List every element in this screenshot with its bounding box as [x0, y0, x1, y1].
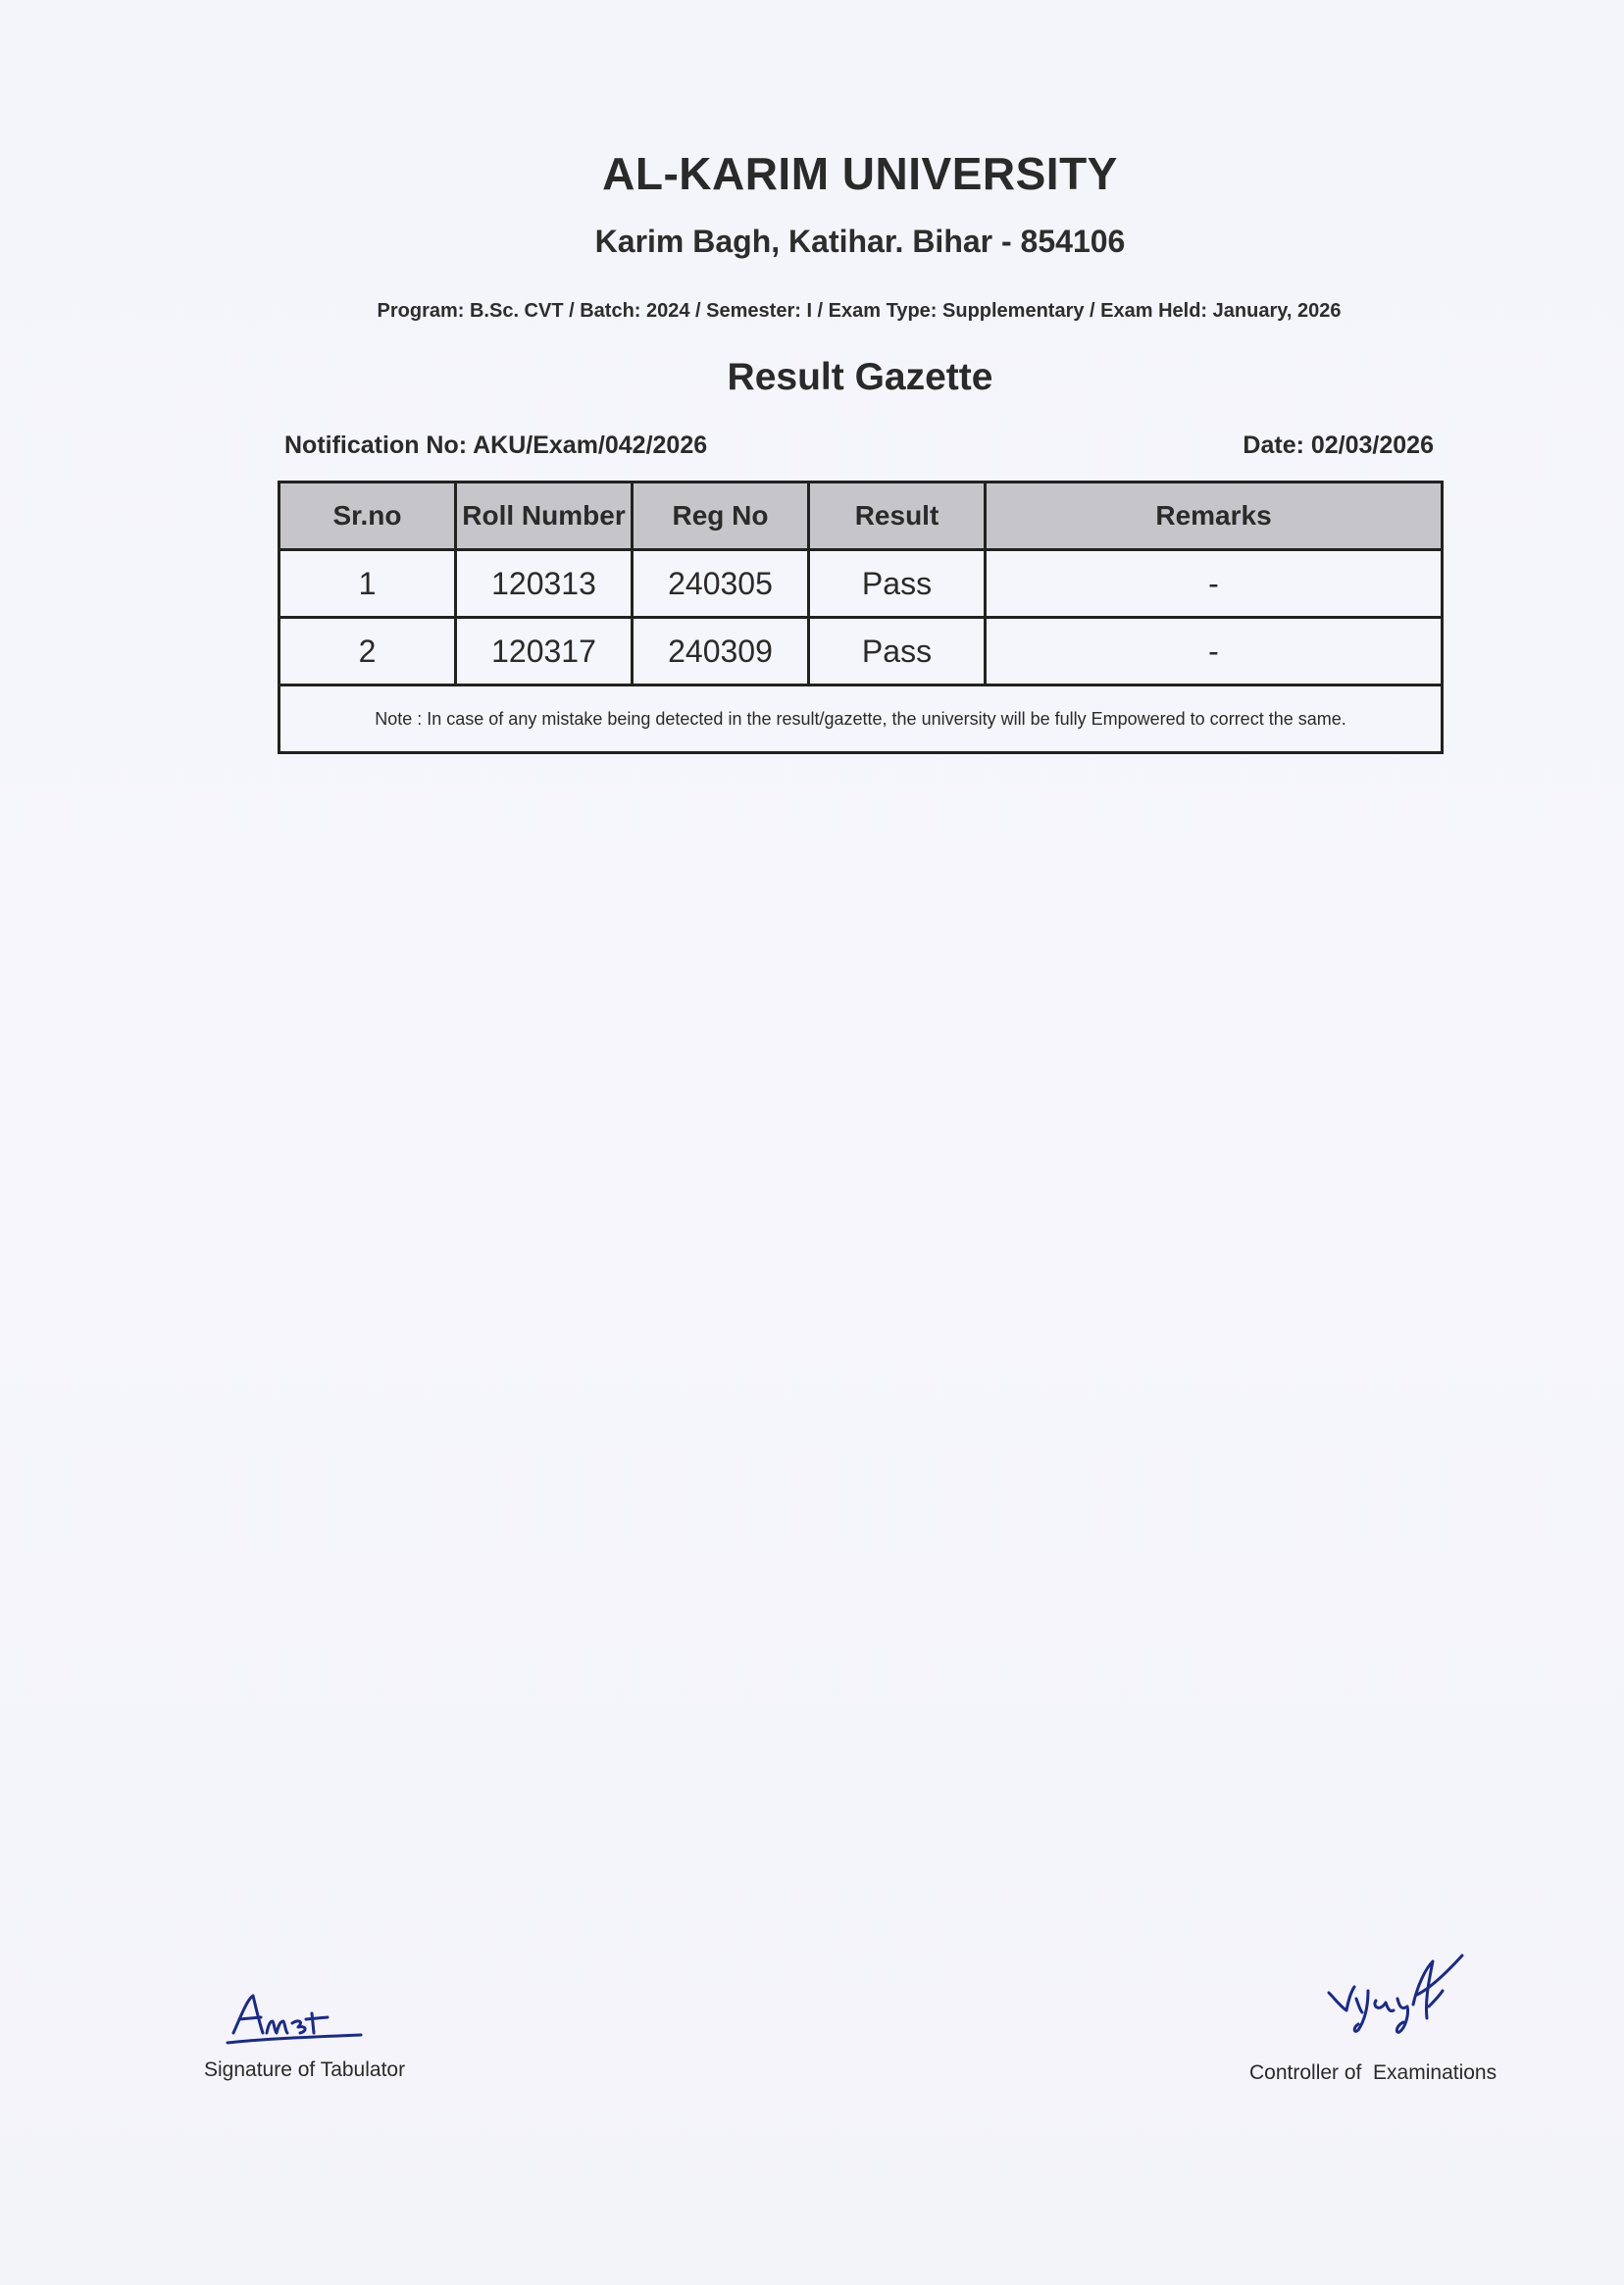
gazette-note: Note : In case of any mistake being detected in the result/gazette, the university will be fully Empowered to correct the same.	[279, 686, 1443, 753]
column-header-result: Result	[809, 482, 986, 550]
tabulator-signature-scribble	[224, 1986, 371, 2056]
cell-result: Pass	[809, 618, 986, 686]
cell-remarks: -	[986, 618, 1443, 686]
tabulator-signature	[204, 1986, 439, 2056]
column-header-remarks: Remarks	[986, 482, 1443, 550]
notification-number: Notification No: AKU/Exam/042/2026	[284, 432, 708, 459]
cell-srno: 2	[279, 618, 456, 686]
cell-roll-number: 120313	[456, 550, 633, 618]
cell-roll-number: 120317	[456, 618, 633, 686]
controller-signature	[1319, 1942, 1476, 2045]
controller-label: Controller of Examinations	[1249, 2061, 1497, 2084]
table-note-row	[279, 686, 1443, 753]
cell-reg-no: 240309	[633, 618, 809, 686]
program-details: Program: B.Sc. CVT / Batch: 2024 / Semester: I / Exam Type: Supplementary / Exam Held: January, 2026	[377, 300, 1342, 322]
cell-result: Pass	[809, 550, 986, 618]
university-address: Karim Bagh, Katihar. Bihar - 854106	[594, 224, 1126, 259]
table-header-row	[279, 482, 1443, 550]
controller-signature-scribble	[1319, 1942, 1476, 2040]
table-row	[279, 550, 1443, 618]
table-row	[279, 618, 1443, 686]
column-header-reg-no: Reg No	[633, 482, 809, 550]
result-table	[278, 481, 1444, 754]
cell-reg-no: 240305	[633, 550, 809, 618]
cell-srno: 1	[279, 550, 456, 618]
cell-remarks: -	[986, 550, 1443, 618]
column-header-srno: Sr.no	[279, 482, 456, 550]
document-title: Result Gazette	[727, 356, 993, 398]
notice-date: Date: 02/03/2026	[1243, 432, 1434, 459]
tabulator-label: Signature of Tabulator	[204, 2058, 406, 2081]
university-name: AL-KARIM UNIVERSITY	[602, 148, 1118, 199]
column-header-roll-number: Roll Number	[456, 482, 633, 550]
